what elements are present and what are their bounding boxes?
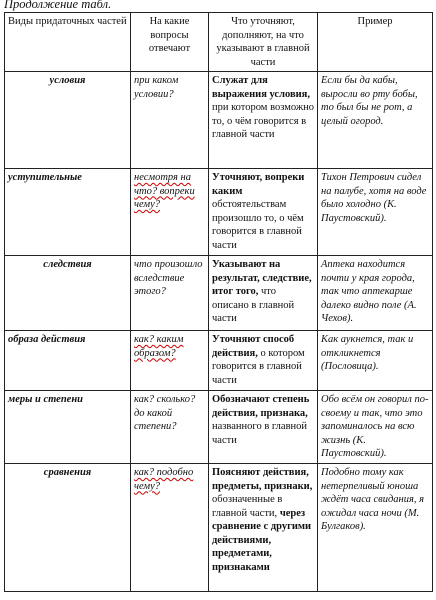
table-row (5, 331, 433, 391)
what-bold: Поясняют действия, предметы, признаки, (212, 467, 313, 492)
row-questions: что произошло вследствие этого? (131, 256, 209, 331)
what-bold: Уточняют способ действия, (212, 334, 295, 359)
row-what (209, 391, 318, 464)
table-row (5, 72, 433, 169)
row-type: сравнения (5, 464, 131, 592)
what-bold: Служат для выражения условия, (212, 75, 310, 100)
what-bold: Обозначают степень действия, признака, (212, 394, 310, 419)
table-caption: Продолжение табл. (4, 0, 112, 11)
row-questions-text: несмотря на что? вопреки чему? (134, 172, 195, 210)
header-example: Пример (318, 13, 433, 72)
row-questions (131, 331, 209, 391)
what-rest: при котором возможно то, о чём говорится в главной части (212, 102, 314, 140)
what-rest: названного в главной части (212, 421, 308, 446)
what-rest: обозначенные в главной части, (212, 494, 283, 519)
row-example: Как аукнется, так и откликнется (Пословица). (318, 331, 433, 391)
row-questions (131, 464, 209, 592)
what-bold-2: через сравнение с другими действиями, предметами, признаками (212, 507, 312, 573)
row-what (209, 72, 318, 169)
row-questions (131, 169, 209, 256)
row-example: Подобно тому как нетерпеливый юноша ждёт часа свидания, я ожидал часа ночи (М. Булгаков). (318, 464, 433, 592)
row-type: следствия (5, 256, 131, 331)
row-what (209, 331, 318, 391)
what-bold: Указывают на результат, следствие, итог того, (212, 259, 312, 297)
what-rest: что описано в главной части (212, 286, 295, 324)
table-row (5, 256, 433, 331)
row-questions: как? сколько? до какой степени? (131, 391, 209, 464)
row-type: уступительные (5, 169, 131, 256)
header-questions: На какие вопросы отвечают (131, 13, 209, 72)
table-row (5, 464, 433, 592)
row-example: Аптека находится почти у края города, так что аптекарше далеко видно поле (А. Чехов). (318, 256, 433, 331)
row-example: Тихон Петрович сидел на палубе, хотя на воде было холодно (К. Паустовский). (318, 169, 433, 256)
row-type: образа действия (5, 331, 131, 391)
row-questions-text: как? каким образом? (134, 334, 184, 359)
row-what (209, 169, 318, 256)
table-header-row (5, 13, 433, 72)
what-rest: о котором говорится в главной части (212, 347, 305, 386)
row-questions-text: как? подобно чему? (134, 467, 194, 492)
what-rest: обстоятельствам произошло то, о чём говорится в главной части (212, 199, 304, 251)
row-example: Если бы да кабы, выросли во рту бобы, то был бы не рот, а целый огород. (318, 72, 433, 169)
row-type: условия (5, 72, 131, 169)
row-type: меры и степени (5, 391, 131, 464)
row-what (209, 256, 318, 331)
header-type: Виды придаточных частей (5, 13, 131, 72)
header-what: Что уточняют, дополняют, на что указывают в главной части (209, 13, 318, 72)
subordinate-clauses-table (4, 12, 433, 592)
table-row (5, 169, 433, 256)
row-example: Обо всём он говорил по-своему и так, что это запоминалось на всю жизнь (К. Паустовский). (318, 391, 433, 464)
table-row (5, 391, 433, 464)
what-bold: Уточняют, вопреки каким (212, 172, 305, 197)
row-what (209, 464, 318, 592)
row-questions: при каком условии? (131, 72, 209, 169)
